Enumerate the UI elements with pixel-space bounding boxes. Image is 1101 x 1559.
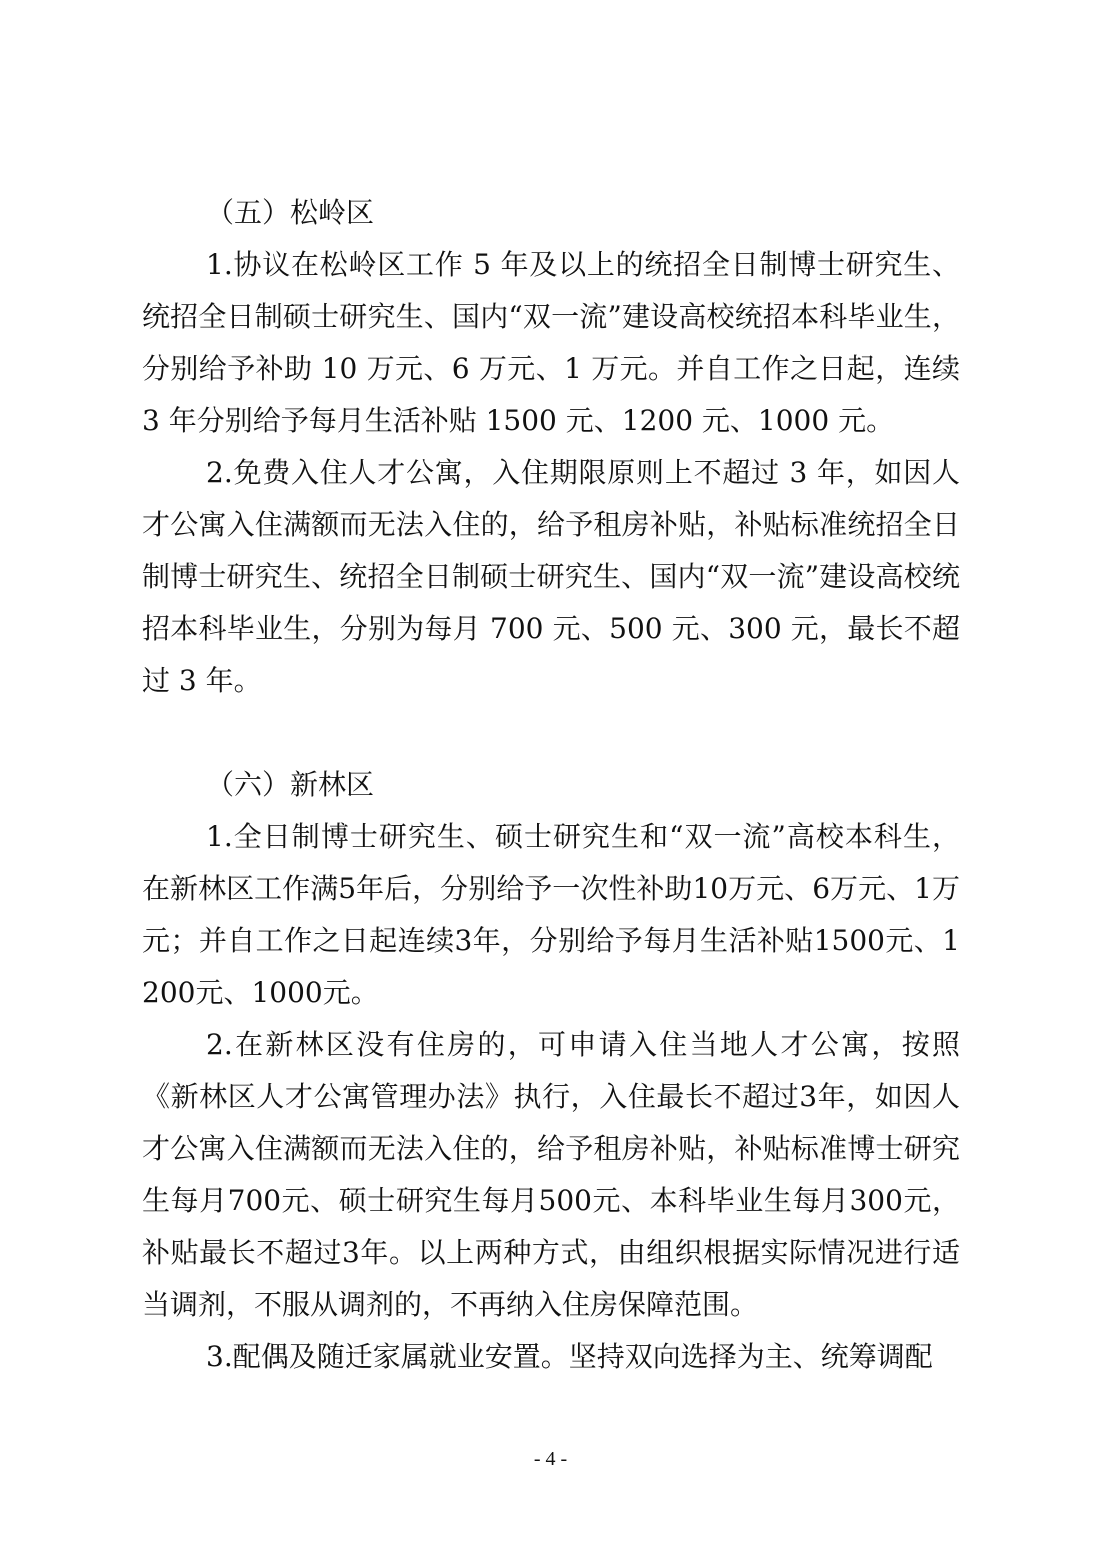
paragraph-xinlin-2: 2.在新林区没有住房的，可申请入住当地人才公寓，按照《新林区人才公寓管理办法》执行，入住最长不超过3年，如因人才公寓入住满额而无法入住的，给予租房补贴，补贴标准博士研究生每月700元、硕士研究生每月500元、本科毕业生每月300元，补贴最长不超过3年。以上两种方式，由组织根据实际情况进行适当调剂，不服从调剂的，不再纳入住房保障范围。 [142,1028,960,1321]
section-heading-xinlin: （六）新林区 [206,768,375,801]
section-spacer [142,707,960,759]
section-heading-songling: （五）松岭区 [206,196,375,229]
document-body [142,187,960,1383]
paragraph-xinlin-3: 3.配偶及随迁家属就业安置。坚持双向选择为主、统筹调配 [206,1340,933,1373]
paragraph-songling-2: 2.免费入住人才公寓，入住期限原则上不超过 3 年，如因人才公寓入住满额而无法入住的，给予租房补贴，补贴标准统招全日制博士研究生、统招全日制硕士研究生、国内“双一流”建设高校统招本科毕业生，分别为每月 700 元、500 元、300 元，最长不超过 3 年。 [142,456,960,697]
paragraph-xinlin-1: 1.全日制博士研究生、硕士研究生和“双一流”高校本科生，在新林区工作满5年后，分别给予一次性补助10万元、6万元、1万元；并自工作之日起连续3年，分别给予每月生活补贴1500元、1200元、1000元。 [142,820,960,1009]
paragraph-songling-1: 1.协议在松岭区工作 5 年及以上的统招全日制博士研究生、统招全日制硕士研究生、国内“双一流”建设高校统招本科毕业生，分别给予补助 10 万元、6 万元、1 万元。并自工作之日起，连续 3 年分别给予每月生活补贴 1500 元、1200 元、1000 元。 [142,248,960,437]
page-number: - 4 - [533,1448,568,1470]
